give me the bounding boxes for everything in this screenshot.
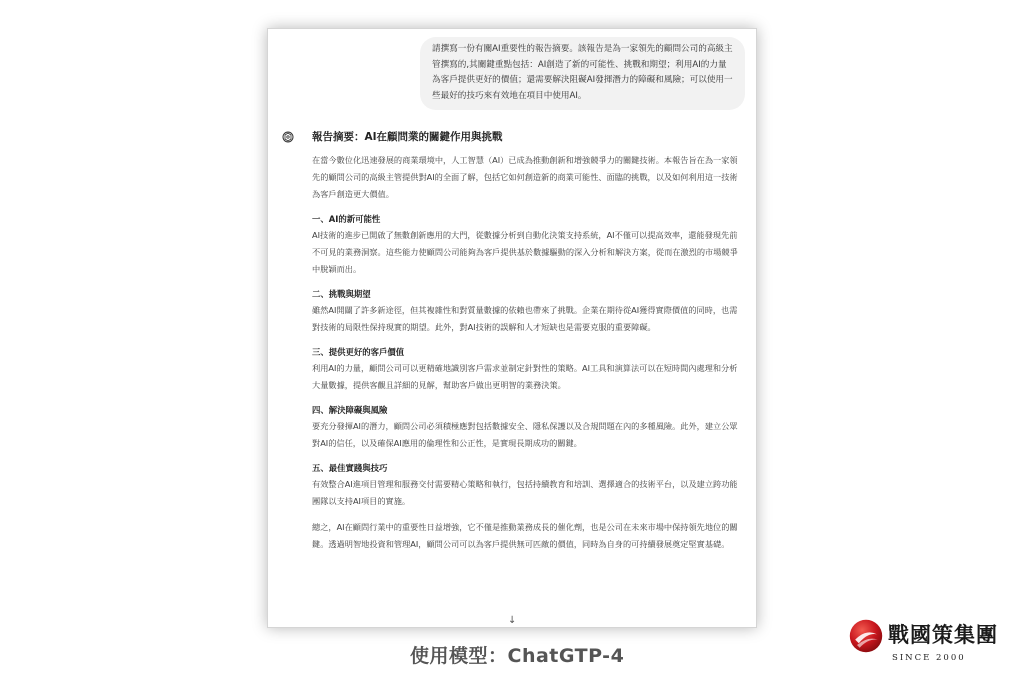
chatgpt-logo-icon <box>282 131 294 143</box>
response-section <box>312 212 742 278</box>
scroll-down-arrow-icon[interactable]: ↓ <box>508 615 517 626</box>
user-prompt-bubble <box>420 37 745 110</box>
section-body: AI技術的進步已開啟了無數創新應用的大門，從數據分析到自動化決策支持系統，AI不僅可以提高效率，還能發現先前不可見的業務洞察。這些能力使顧問公司能夠為客戶提供基於數據驅動的深入分析和解決方案，從而在激烈的市場競爭中脫穎而出。 <box>312 230 738 274</box>
brand-emblem-icon <box>848 618 884 654</box>
brand-name: 戰國策集團 <box>888 622 998 647</box>
response-section <box>312 287 742 336</box>
assistant-message <box>282 129 750 562</box>
response-section <box>312 345 742 394</box>
section-heading: 三、提供更好的客戶價值 <box>312 347 405 357</box>
brand-since: SINCE 2000 <box>892 653 966 663</box>
section-body: 利用AI的力量，顧問公司可以更精確地識別客戶需求並制定針對性的策略。AI工具和演算法可以在短時間內處理和分析大量數據，提供客觀且詳細的見解，幫助客戶做出更明智的業務決策。 <box>312 363 738 390</box>
response-conclusion: 總之，AI在顧問行業中的重要性日益增強，它不僅是推動業務成長的催化劑，也是公司在未來市場中保持領先地位的關鍵。透過明智地投資和管理AI，顧問公司可以為客戶提供無可匹敵的價值，同時為自身的可持續發展奠定堅實基礎。 <box>312 522 738 549</box>
section-heading: 五、最佳實踐與技巧 <box>312 463 388 473</box>
response-section <box>312 403 742 452</box>
response-content <box>312 129 742 553</box>
section-heading: 四、解決障礙與風險 <box>312 405 388 415</box>
section-body: 雖然AI開闢了許多新途徑，但其複雜性和對質量數據的依賴也帶來了挑戰。企業在期待從AI獲得實際價值的同時，也需對技術的局限性保持現實的期望。此外，對AI技術的誤解和人才短缺也是需要克服的重要障礙。 <box>312 305 738 332</box>
user-prompt-text: 請撰寫一份有關AI重要性的報告摘要。該報告是為一家領先的顧問公司的高級主管撰寫的,其關鍵重點包括：AI創造了新的可能性、挑戰和期望；利用AI的力量為客戶提供更好的價值；還需要解決阻礙AI發揮潛力的障礙和風險；可以使用一些最好的技巧來有效地在項目中使用AI。 <box>432 44 733 101</box>
section-body: 有效整合AI進項目管理和服務交付需要精心策略和執行，包括持續教育和培訓、選擇適合的技術平台，以及建立跨功能團隊以支持AI項目的實施。 <box>312 479 738 506</box>
section-heading: 二、挑戰與期望 <box>312 289 371 299</box>
section-body: 要充分發揮AI的潛力，顧問公司必須積極應對包括數據安全、隱私保護以及合規問題在內的多種風險。此外，建立公眾對AI的信任，以及確保AI應用的倫理性和公正性，是實現長期成功的關鍵。 <box>312 421 738 448</box>
response-title: 報告摘要：AI在顧問業的關鍵作用與挑戰 <box>312 131 503 143</box>
brand-logo <box>848 616 1008 668</box>
response-intro: 在當今數位化迅速發展的商業環境中，人工智慧（AI）已成為推動創新和增強競爭力的關鍵技術。本報告旨在為一家領先的顧問公司的高級主管提供對AI的全面了解，包括它如何創造新的商業可能性、面臨的挑戰，以及如何利用這一技術為客戶創造更大價值。 <box>312 155 738 199</box>
model-caption: 使用模型：ChatGTP-4 <box>410 645 625 667</box>
section-heading: 一、AI的新可能性 <box>312 214 381 224</box>
chat-screenshot <box>267 28 757 628</box>
response-section <box>312 461 742 510</box>
